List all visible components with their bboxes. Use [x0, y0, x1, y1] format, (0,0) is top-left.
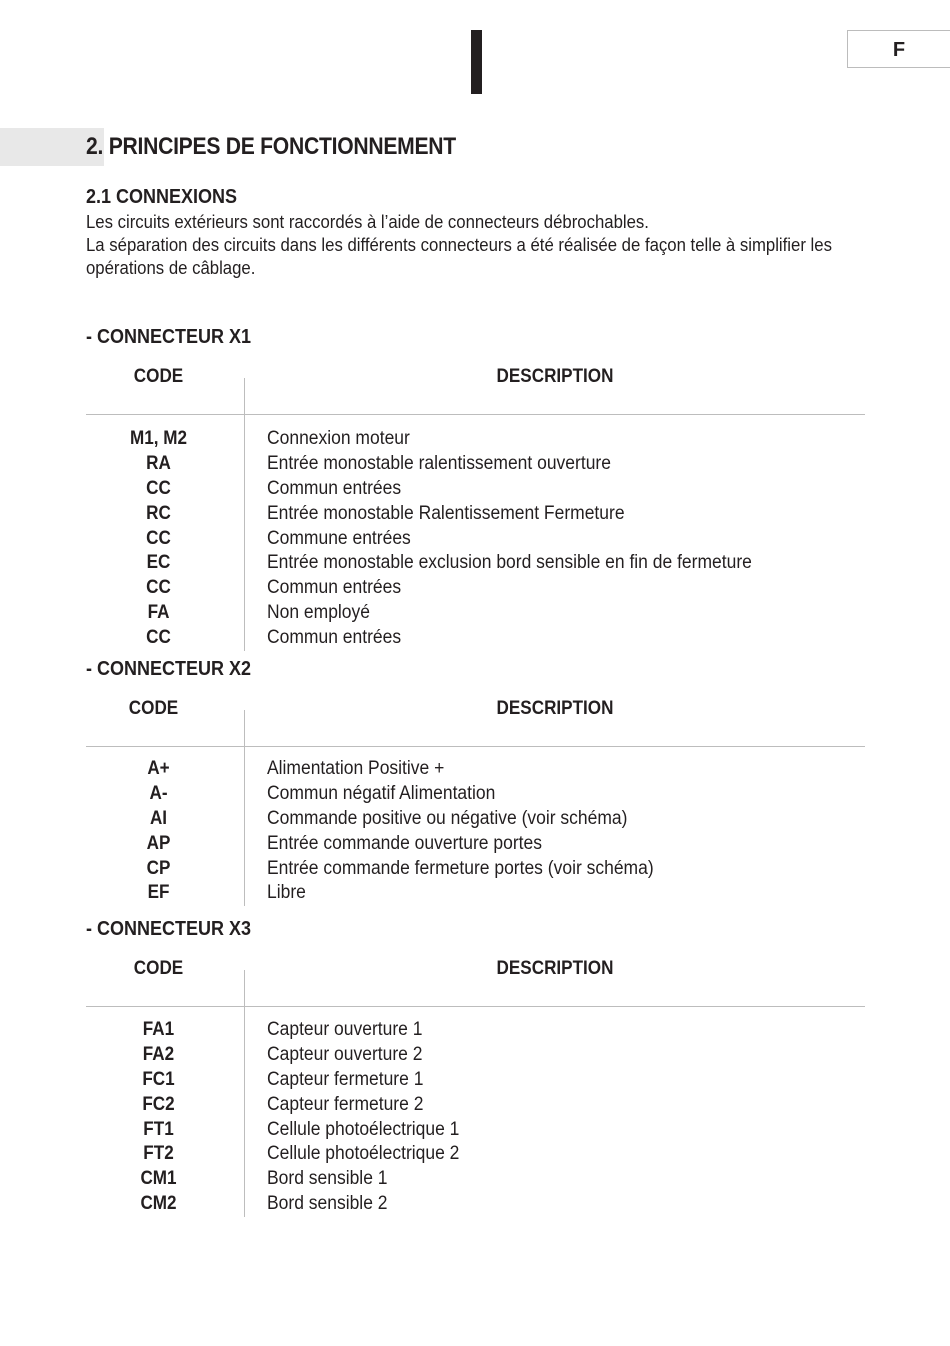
connector-description: Bord sensible 2 [267, 1193, 388, 1215]
connector-code: CP [146, 857, 171, 879]
language-badge: F [847, 30, 950, 68]
connector-code: FA [147, 602, 170, 624]
code-column-header: CODE [128, 698, 179, 719]
table-row [86, 1043, 865, 1068]
connector-description: Capteur fermeture 2 [267, 1093, 424, 1115]
table-body [86, 747, 865, 906]
intro-text [86, 211, 886, 280]
connector-description: Commune entrées [267, 527, 411, 549]
connector-description: Entrée commande fermeture portes (voir schéma) [267, 857, 654, 879]
connector-description: Commun entrées [267, 627, 402, 649]
intro-line: La séparation des circuits dans les différents connecteurs a été réalisée de façon telle à simplifier les opérations de câblage. [86, 235, 832, 278]
description-column-header: DESCRIPTION [496, 698, 614, 719]
connector-description: Capteur ouverture 1 [267, 1019, 423, 1040]
connector-description: Entrée monostable Ralentissement Fermeture [267, 502, 625, 524]
connector-table-x2 [86, 698, 865, 906]
connector-title-x3: - CONNECTEUR X3 [86, 918, 252, 940]
connector-description: Connexion moteur [267, 428, 410, 449]
connector-description: Commun négatif Alimentation [267, 782, 496, 804]
connector-code: FT2 [143, 1143, 174, 1165]
connector-code: CC [146, 577, 171, 599]
subsection-title: 2.1 CONNEXIONS [86, 186, 238, 208]
table-header [86, 698, 865, 747]
connector-description: Alimentation Positive + [267, 758, 445, 779]
description-column-header: DESCRIPTION [496, 366, 614, 387]
connector-code: FC1 [142, 1068, 175, 1090]
connector-code: A+ [147, 758, 170, 779]
connector-code: CC [146, 477, 171, 499]
connector-table-x3 [86, 958, 865, 1217]
table-row [86, 1167, 865, 1192]
table-row [86, 832, 865, 857]
connector-description: Capteur ouverture 2 [267, 1043, 423, 1065]
code-column-header: CODE [133, 958, 184, 979]
connector-description: Cellule photoélectrique 2 [267, 1143, 460, 1165]
connector-description: Bord sensible 1 [267, 1168, 388, 1190]
connector-description: Entrée monostable ralentissement ouverture [267, 452, 611, 474]
table-row [86, 576, 865, 601]
connector-code: CC [146, 627, 171, 649]
table-row [86, 881, 865, 906]
connector-code: M1, M2 [129, 428, 188, 449]
connector-code: AP [146, 832, 171, 854]
connector-code: RC [146, 502, 171, 524]
table-row [86, 527, 865, 552]
connector-description: Commun entrées [267, 477, 402, 499]
connector-code: CM2 [140, 1193, 177, 1215]
table-body [86, 1007, 865, 1217]
connector-code: CM1 [140, 1168, 177, 1190]
table-row [86, 857, 865, 882]
table-row [86, 1068, 865, 1093]
connector-description: Cellule photoélectrique 1 [267, 1118, 460, 1140]
connector-code: FA1 [142, 1019, 175, 1040]
table-header [86, 366, 865, 415]
connector-code: RA [146, 452, 171, 474]
table-row [86, 1118, 865, 1143]
table-row [86, 427, 865, 452]
connector-description: Capteur fermeture 1 [267, 1068, 424, 1090]
table-row [86, 477, 865, 502]
description-column-header: DESCRIPTION [496, 958, 614, 979]
connector-code: FC2 [142, 1093, 175, 1115]
table-row [86, 1192, 865, 1217]
connector-code: AI [149, 807, 168, 829]
table-row [86, 757, 865, 782]
intro-line: Les circuits extérieurs sont raccordés à l’aide de connecteurs débrochables. [86, 212, 649, 232]
table-row [86, 551, 865, 576]
table-row [86, 1142, 865, 1167]
connector-code: FT1 [143, 1118, 174, 1140]
connector-description: Entrée commande ouverture portes [267, 832, 542, 854]
table-row [86, 1093, 865, 1118]
table-row [86, 807, 865, 832]
table-row [86, 782, 865, 807]
table-row [86, 1018, 865, 1043]
connector-title-x1: - CONNECTEUR X1 [86, 326, 252, 348]
page-marker-bar [471, 30, 482, 94]
connector-description: Entrée monostable exclusion bord sensible en fin de fermeture [267, 552, 752, 574]
connector-title-x2: - CONNECTEUR X2 [86, 658, 252, 680]
connector-code: EF [147, 882, 170, 904]
table-row [86, 601, 865, 626]
table-header [86, 958, 865, 1007]
connector-code: EC [146, 552, 171, 574]
connector-description: Commun entrées [267, 577, 402, 599]
code-column-header: CODE [133, 366, 184, 387]
table-body [86, 415, 865, 651]
section-title: 2. PRINCIPES DE FONCTIONNEMENT [86, 133, 456, 160]
connector-code: FA2 [142, 1043, 175, 1065]
connector-description: Non employé [267, 602, 370, 624]
connector-description: Libre [267, 882, 306, 904]
connector-code: CC [146, 527, 171, 549]
table-row [86, 626, 865, 651]
connector-description: Commande positive ou négative (voir schéma) [267, 807, 628, 829]
table-row [86, 502, 865, 527]
connector-code: A- [149, 782, 168, 804]
table-row [86, 452, 865, 477]
connector-table-x1 [86, 366, 865, 651]
